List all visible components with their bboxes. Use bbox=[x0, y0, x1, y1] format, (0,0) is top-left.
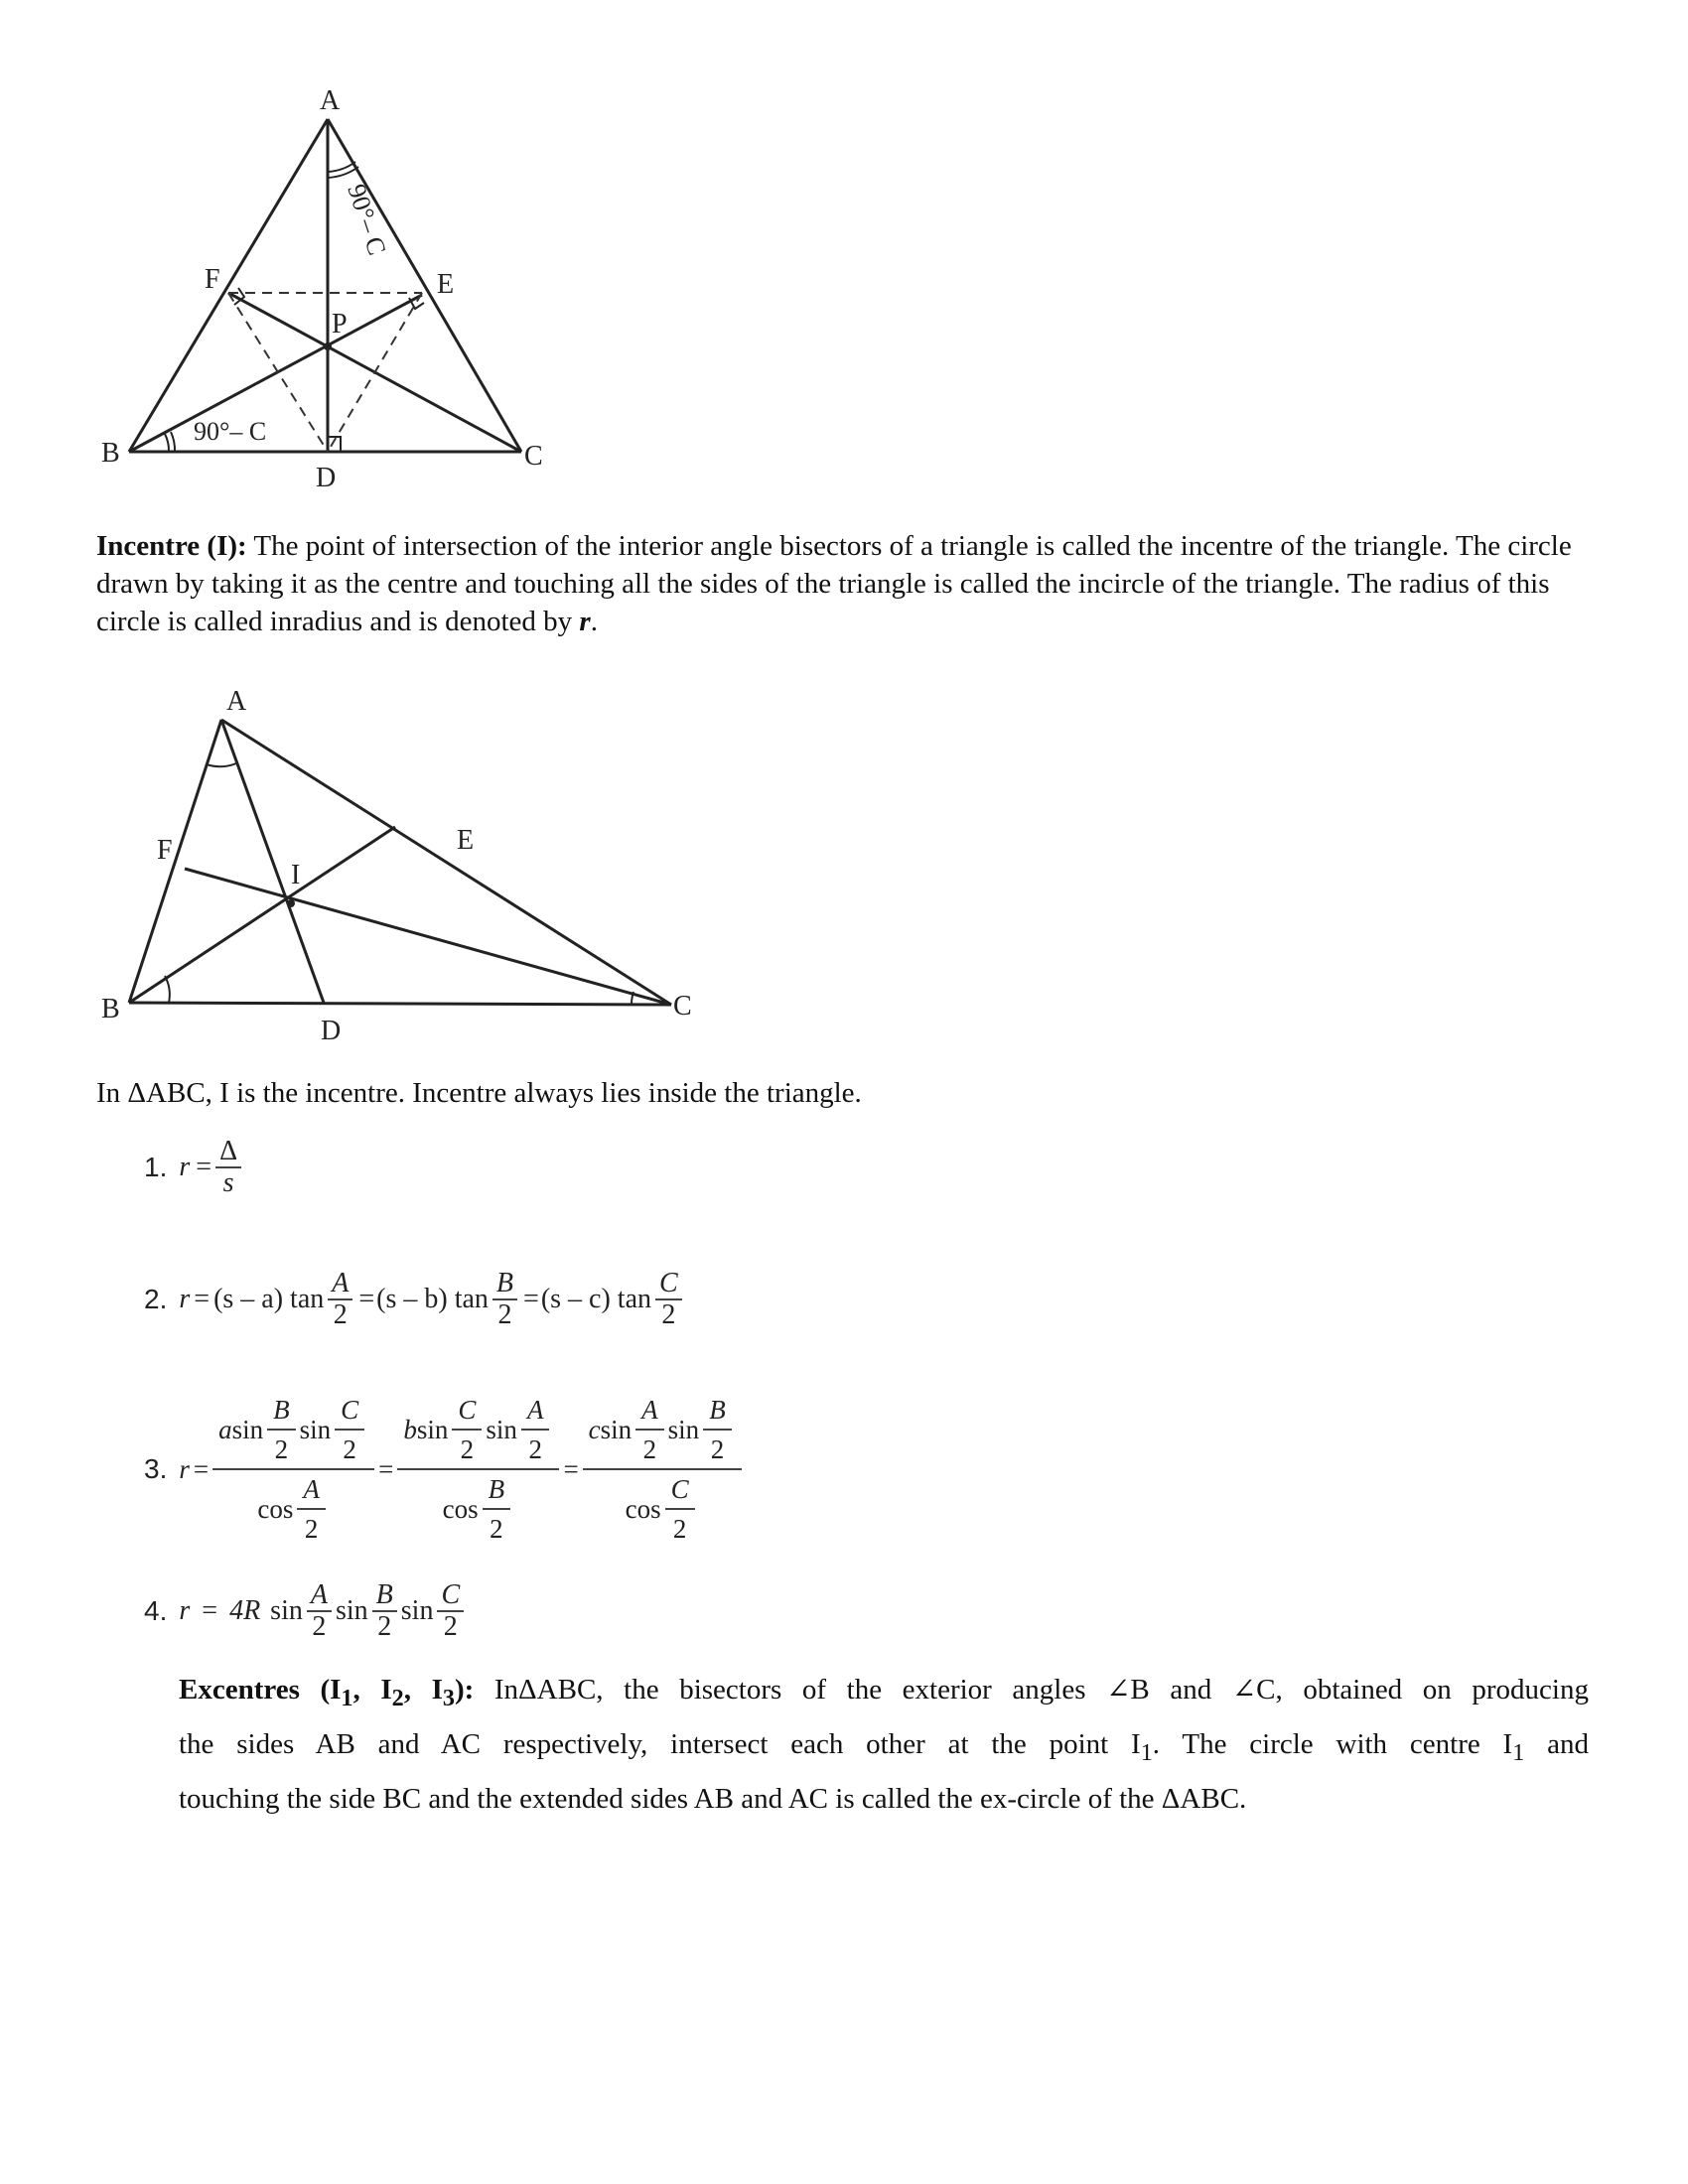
two: 2 bbox=[377, 1611, 392, 1642]
formula-2-two: 2 bbox=[333, 1299, 348, 1330]
incentre-figure bbox=[97, 680, 713, 1047]
two: 2 bbox=[304, 1514, 319, 1544]
formula-2-number: 2. bbox=[144, 1284, 168, 1314]
formula-3-fraction-1 bbox=[212, 1395, 374, 1544]
formula-1 bbox=[144, 1137, 245, 1198]
angle-b: B bbox=[267, 1395, 296, 1431]
formula-2-term-3: (s – c) tan bbox=[540, 1284, 652, 1314]
two: 2 bbox=[490, 1514, 503, 1544]
formula-3-lhs: r bbox=[179, 1453, 190, 1484]
fig1-label-b: B bbox=[101, 438, 120, 469]
fig1-label-f: F bbox=[205, 264, 220, 295]
formula-1-number: 1. bbox=[144, 1152, 168, 1182]
formula-1-lhs: r bbox=[179, 1152, 191, 1182]
side-c: c bbox=[588, 1414, 601, 1444]
angle-a: A bbox=[635, 1395, 664, 1431]
fig1-angle-label-b: 90°– C bbox=[194, 417, 267, 446]
formula-3-equals: = bbox=[563, 1453, 579, 1484]
angle-b: B bbox=[703, 1395, 732, 1431]
sin: sin bbox=[270, 1595, 303, 1626]
fig1-label-d: D bbox=[316, 463, 337, 493]
fig2-label-f: F bbox=[157, 835, 173, 866]
excentres-line-1 bbox=[179, 1667, 1589, 1721]
sin: sin bbox=[600, 1414, 633, 1444]
incentre-heading: Incentre (I): bbox=[96, 530, 247, 562]
formula-4-equals: = bbox=[202, 1595, 218, 1626]
formula-3 bbox=[144, 1395, 742, 1544]
sin: sin bbox=[667, 1414, 700, 1444]
formula-4-lhs: r bbox=[179, 1595, 191, 1626]
formula-4 bbox=[144, 1580, 468, 1642]
two: 2 bbox=[343, 1434, 356, 1464]
formula-1-equals: = bbox=[196, 1152, 212, 1182]
two: 2 bbox=[642, 1434, 657, 1464]
two: 2 bbox=[672, 1514, 687, 1544]
excentres-text-1: InΔABC, the bisectors of the exterior angles ∠B and ∠C, obtained on producing bbox=[493, 1674, 1589, 1706]
period: . bbox=[590, 606, 598, 637]
fig2-label-i: I bbox=[291, 860, 301, 890]
two: 2 bbox=[528, 1434, 542, 1464]
fig1-label-c: C bbox=[524, 441, 543, 472]
fig1-label-a: A bbox=[320, 85, 341, 116]
formula-3-equals: = bbox=[378, 1453, 394, 1484]
fig2-label-c: C bbox=[673, 991, 692, 1022]
formula-2 bbox=[144, 1269, 686, 1330]
excentres-definition bbox=[179, 1667, 1589, 1822]
formula-2-equals: = bbox=[194, 1284, 211, 1314]
fig2-label-e: E bbox=[457, 825, 475, 856]
two: 2 bbox=[460, 1434, 475, 1464]
formula-1-denominator: s bbox=[222, 1167, 234, 1198]
formula-2-angle-b: B bbox=[492, 1269, 517, 1300]
formula-4-coefficient: 4R bbox=[229, 1595, 261, 1626]
fig1-label-e: E bbox=[437, 269, 455, 300]
fig2-label-b: B bbox=[101, 994, 120, 1024]
inradius-symbol: r bbox=[579, 606, 591, 637]
formula-3-number: 3. bbox=[144, 1453, 168, 1484]
angle-b: B bbox=[483, 1474, 511, 1510]
angle-c: C bbox=[335, 1395, 364, 1431]
two: 2 bbox=[443, 1611, 458, 1642]
angle-c: C bbox=[452, 1395, 482, 1431]
two: 2 bbox=[274, 1434, 289, 1464]
formula-2-lhs: r bbox=[179, 1284, 191, 1314]
formula-4-number: 4. bbox=[144, 1595, 168, 1626]
cos: cos bbox=[442, 1493, 479, 1524]
angle-c: C bbox=[665, 1474, 695, 1510]
angle-c: C bbox=[437, 1580, 464, 1612]
sin: sin bbox=[335, 1595, 368, 1626]
fig2-label-d: D bbox=[321, 1016, 342, 1046]
incentre-statement: In ΔABC, I is the incentre. Incentre always lies inside the triangle. bbox=[96, 1077, 862, 1109]
sin: sin bbox=[416, 1414, 449, 1444]
orthocentre-figure bbox=[99, 84, 576, 501]
incentre-definition bbox=[96, 527, 1606, 640]
two: 2 bbox=[312, 1611, 327, 1642]
formula-2-term-1: (s – a) tan bbox=[213, 1284, 325, 1314]
side-a: a bbox=[218, 1414, 232, 1444]
fig1-angle-label-a: 90°– C bbox=[342, 180, 392, 259]
two: 2 bbox=[710, 1434, 725, 1464]
cos: cos bbox=[625, 1493, 661, 1524]
fig1-label-p: P bbox=[332, 309, 348, 340]
formula-2-two: 2 bbox=[661, 1299, 676, 1330]
formula-3-equals: = bbox=[193, 1453, 210, 1484]
formula-3-fraction-3 bbox=[583, 1395, 742, 1544]
sin: sin bbox=[299, 1414, 332, 1444]
incentre-body: The point of intersection of the interior angle bisectors of a triangle is called the incentre of the triangle. The circle drawn by taking it as the centre and touching all the sides of the triangle is called the incircle of the triangle. The radius of this circle is called inradius and is denoted by bbox=[96, 530, 1572, 637]
formula-2-equals: = bbox=[523, 1284, 539, 1314]
sin: sin bbox=[400, 1595, 434, 1626]
formula-3-fraction-2 bbox=[397, 1395, 559, 1544]
angle-a: A bbox=[307, 1580, 332, 1612]
angle-a: A bbox=[521, 1395, 550, 1431]
formula-1-numerator: Δ bbox=[215, 1137, 241, 1168]
sin: sin bbox=[231, 1414, 264, 1444]
side-b: b bbox=[403, 1414, 417, 1444]
cos: cos bbox=[257, 1493, 294, 1524]
formula-2-two: 2 bbox=[497, 1299, 512, 1330]
excentres-line-2: the sides AB and AC respectively, intersect each other at the point $I_1$. The circle with centre $I_1$ and bbox=[179, 1727, 1590, 1766]
angle-b: B bbox=[372, 1580, 397, 1612]
formula-2-angle-c: C bbox=[655, 1269, 682, 1300]
fig2-label-a: A bbox=[226, 686, 247, 717]
formula-2-term-2: (s – b) tan bbox=[376, 1284, 489, 1314]
angle-a: A bbox=[297, 1474, 326, 1510]
formula-2-equals: = bbox=[358, 1284, 375, 1314]
formula-2-angle-a: A bbox=[328, 1269, 352, 1300]
excentres-line-3: touching the side BC and the extended sides AB and AC is called the ex-circle of the ΔABC. bbox=[179, 1782, 1247, 1815]
excentres-heading: Excentres ($I_1$, $I_2$, $I_3$): bbox=[179, 1674, 475, 1711]
sin: sin bbox=[486, 1414, 517, 1444]
